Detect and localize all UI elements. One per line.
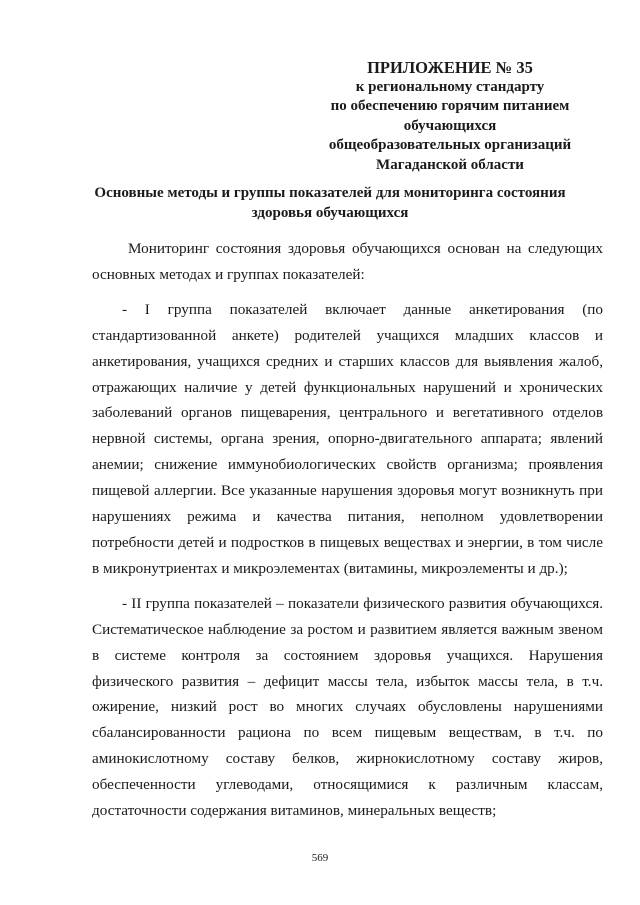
section-heading: [80, 183, 580, 223]
section-heading-line: здоровья обучающихся: [251, 205, 409, 221]
page-number: 569: [311, 852, 329, 864]
appendix-line: к региональному стандарту: [355, 78, 545, 95]
document-body: [92, 236, 603, 833]
intro-paragraph: Мониторинг состояния здоровья обучающихся основан на следующих основных методах и группах показателей:: [92, 240, 603, 283]
group1-paragraph: - I группа показателей включает данные анкетирования (по стандартизованной анкете) родителей учащихся младших классов и анкетирования, учащихся средних и старших классов для выявления жалоб, отражающих наличие у детей функциональных нарушений и хронических заболеваний органов пищеварения, центрального и вегетативного отделов нервной системы, органа зрения, опорно-двигательного аппарата; явлений анемии; снижение иммунобиологических свойств организма; проявления пищевой аллергии. Все указанные нарушения здоровья могут возникнуть при нарушениях режима и качества питания, неполном удовлетворении потребности детей и подростков в пищевых веществах и энергии, в том числе в микронутриентах и микроэлементах (витамины, микроэлементы и др.);: [92, 300, 603, 577]
section-heading-line: Основные методы и группы показателей для мониторинга состояния: [94, 185, 566, 201]
appendix-line: по обеспечению горячим питанием: [330, 98, 570, 114]
appendix-line: общеобразовательных организаций: [328, 137, 572, 153]
appendix-title: ПРИЛОЖЕНИЕ № 35: [367, 58, 533, 77]
group2-paragraph: - II группа показателей – показатели физического развития обучающихся. Систематическое наблюдение за ростом и развитием является важным звеном в системе контроля за состоянием здоровья учащихся. Нарушения физического развития – дефицит массы тела, избыток массы тела, в т.ч. ожирение, низкий рост во многих случаях обусловлены нарушениями сбалансированности рациона по всем пищевым веществам, в т.ч. по аминокислотному составу белков, жирнокислотному составу жиров, обеспеченности углеводами, относящимися к различным классам, достаточности содержания витаминов, минеральных веществ;: [92, 594, 603, 820]
appendix-line: Магаданской области: [376, 156, 524, 173]
appendix-line: обучающихся: [403, 117, 497, 134]
appendix-header: [300, 58, 600, 175]
